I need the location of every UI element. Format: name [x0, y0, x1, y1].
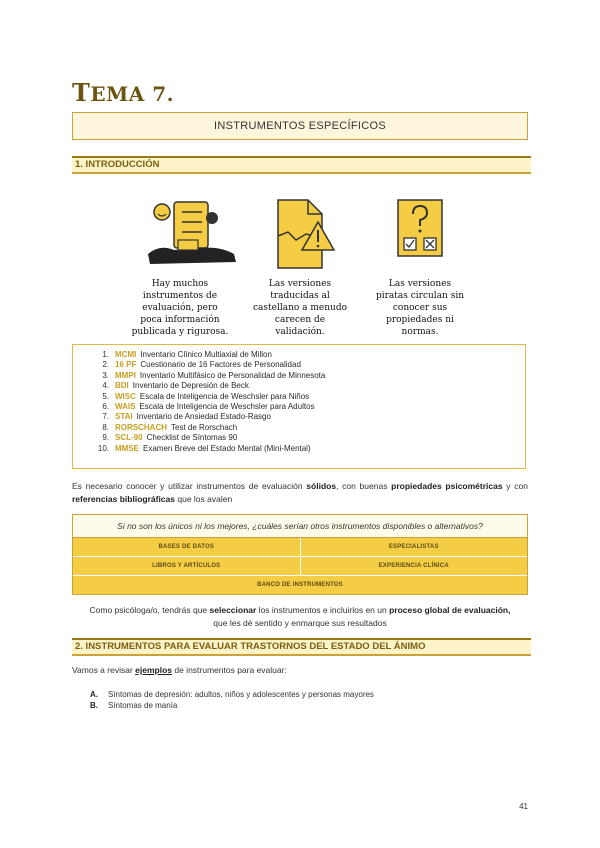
alternatives-table [72, 514, 528, 595]
evaluation-list [90, 689, 374, 711]
item-number: 2. [102, 360, 109, 370]
instrument-desc: Cuestionario de 16 Factores de Personalidad [140, 360, 301, 370]
page-title: INSTRUMENTOS ESPECÍFICOS [72, 112, 528, 140]
list-letter: A. [90, 690, 98, 699]
instrument-code: MMSE [115, 443, 139, 453]
item-number: 3. [102, 370, 109, 380]
item-number: 6. [102, 401, 109, 411]
instrument-code: 16 PF [115, 360, 137, 370]
pirate-form-icon [360, 196, 480, 276]
instrument-code: RORSCHACH [115, 422, 167, 432]
caption-card-2 [240, 278, 360, 338]
warning-document-icon [240, 196, 360, 276]
para-underline: ejemplos [135, 665, 172, 675]
instrument-item [73, 381, 525, 391]
table-cell: BASES DE DATOS [73, 538, 300, 556]
instrument-code: WISC [115, 391, 136, 401]
caption-line: validación. [275, 327, 325, 337]
item-number: 7. [102, 412, 109, 422]
para-text: Como psicóloga/o, tendrás que [89, 605, 210, 615]
instrument-item [73, 444, 525, 454]
section-2-heading: 2. INSTRUMENTOS PARA EVALUAR TRASTORNOS DEL ESTADO DEL ÁNIMO [72, 638, 531, 656]
instrument-desc: Inventario Multifásico de Personalidad de Minnesota [139, 370, 326, 380]
instrument-desc: Examen Breve del Estado Mental (Mini-Mental) [143, 443, 311, 453]
para-text: , con buenas [336, 481, 392, 491]
item-number: 5. [102, 391, 109, 401]
para-bold: sólidos [306, 481, 337, 491]
caption-line: Las versiones [268, 279, 332, 289]
instrument-item [73, 360, 525, 370]
instrument-code: MMPI [115, 370, 136, 380]
topic-initial: T [72, 78, 91, 107]
table-row [73, 557, 527, 576]
caption-line: traducidas al [270, 291, 330, 301]
instrument-desc: Test de Rorschach [171, 422, 238, 432]
instrument-item [73, 423, 525, 433]
table-cell: LIBROS Y ARTÍCULOS [73, 557, 300, 575]
caption-line: instrumentos de [142, 291, 218, 301]
closing-line-1 [72, 604, 528, 617]
list-item [90, 689, 374, 700]
instrument-code: WAIS [115, 401, 136, 411]
item-number: 4. [102, 381, 109, 391]
list-text: Síntomas de depresión: adultos, niños y adolescentes y personas mayores [108, 690, 374, 699]
topic-heading [72, 78, 174, 107]
closing-paragraph [72, 604, 528, 630]
instrument-item [73, 402, 525, 412]
para-text: de instrumentos para evaluar: [172, 665, 287, 675]
caption-line: Las versiones [388, 279, 452, 289]
item-number: 8. [102, 422, 109, 432]
caption-line: publicada y rigurosa. [131, 327, 229, 337]
instrument-desc: Checklist de Síntomas 90 [146, 433, 238, 443]
table-cell: EXPERIENCIA CLÍNICA [300, 557, 528, 575]
list-text: Síntomas de manía [108, 701, 178, 710]
table-row [73, 538, 527, 557]
caption-line: evaluación, pero [142, 303, 218, 313]
caption-line: carecen de [274, 315, 326, 325]
para-bold: proceso global de evaluación, [389, 605, 511, 615]
list-item [90, 700, 374, 711]
item-number: 9. [102, 433, 109, 443]
table-cell: BANCO DE INSTRUMENTOS [73, 576, 527, 594]
para-text: Es necesario conocer y utilizar instrumentos de evaluación [72, 481, 307, 491]
table-cell: ESPECIALISTAS [300, 538, 528, 556]
closing-line-2: que les dé sentido y enmarque sus resultados [213, 618, 387, 628]
instrument-item [73, 433, 525, 443]
instrument-item [73, 371, 525, 381]
para-bold: seleccionar [209, 605, 257, 615]
caption-line: Hay muchos [151, 279, 209, 289]
caption-line: conocer sus [392, 303, 448, 313]
instrument-desc: Inventario de Depresión de Beck [132, 381, 249, 391]
list-letter: B. [90, 701, 98, 710]
topic-rest: EMA 7. [90, 82, 175, 106]
intro-paragraph [72, 480, 528, 506]
para-bold: propiedades psicométricas [391, 481, 503, 491]
para-bold: referencias bibliográficas [72, 494, 175, 504]
instrument-code: MCMI [115, 350, 137, 359]
instrument-desc: Inventario Clínico Multiaxial de Millon [140, 350, 272, 359]
instrument-item [73, 392, 525, 402]
caption-line: poca información [140, 315, 220, 325]
caption-line: normas. [401, 327, 439, 337]
para-text: y con [502, 481, 528, 491]
caption-line: piratas circulan sin [375, 291, 465, 301]
item-number: 1. [102, 350, 109, 359]
para-text: Vamos a revisar [72, 665, 136, 675]
section-1-heading: 1. INTRODUCCIÓN [72, 156, 531, 174]
instrument-desc: Escala de Inteligencia de Weschsler para Niños [139, 391, 310, 401]
instrument-code: SCL-90 [115, 433, 143, 443]
instrument-code: BDI [115, 381, 129, 391]
para-text: que los avalen [175, 494, 233, 504]
para-text: los instrumentos e incluirlos en un [256, 605, 390, 615]
caption-line: castellano a menudo [252, 303, 348, 313]
instrument-desc: Escala de Inteligencia de Weschsler para Adultos [139, 401, 315, 411]
caption-card-3 [360, 278, 480, 338]
page-number: 41 [519, 802, 528, 811]
instrument-desc: Inventario de Ansiedad Estado-Rasgo [136, 412, 271, 422]
caption-card-1 [120, 278, 240, 338]
instrument-item [73, 350, 525, 360]
section-2-intro [72, 664, 287, 677]
instrument-code: STAI [115, 412, 133, 422]
table-row [73, 576, 527, 594]
instrument-item [73, 412, 525, 422]
item-number: 10. [97, 443, 109, 453]
instruments-list-box [72, 344, 526, 469]
caption-line: propiedades ni [386, 315, 454, 325]
table-question: Si no son los únicos ni los mejores, ¿cuáles serían otros instrumentos disponibles o alternativos? [73, 515, 527, 538]
